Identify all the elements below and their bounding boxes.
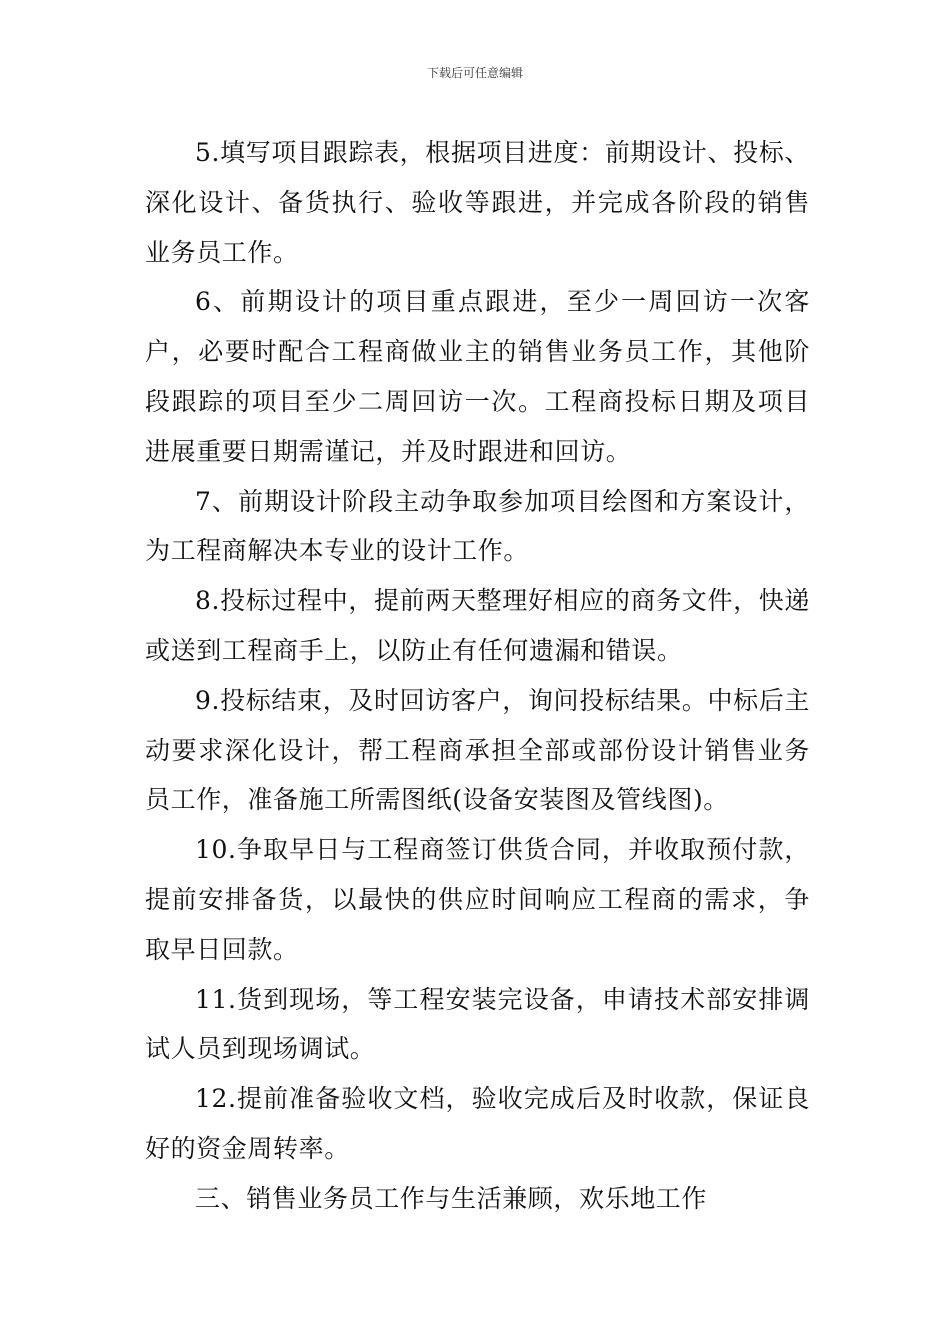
- paragraph-item-9: 9.投标结束，及时回访客户，询问投标结果。中标后主动要求深化设计，帮工程商承担全部或部份设计销售业务员工作，准备施工所需图纸(设备安装图及管线图)。: [145, 685, 810, 815]
- paragraph-item-11: 11.货到现场，等工程安装完设备，申请技术部安排调试人员到现场调试。: [145, 984, 810, 1064]
- paragraph-item-5: 5.填写项目跟踪表，根据项目进度：前期设计、投标、深化设计、备货执行、验收等跟进，并完成各阶段的销售业务员工作。: [145, 138, 810, 267]
- paragraph-item-6: 6、前期设计的项目重点跟进，至少一周回访一次客户，必要时配合工程商做业主的销售业务员工作，其他阶段跟踪的项目至少二周回访一次。工程商投标日期及项目进展重要日期需谨记，并及时跟进和回访。: [145, 287, 810, 466]
- page-header: 下载后可任意编辑: [426, 66, 523, 80]
- paragraph-item-12: 12.提前准备验收文档，验收完成后及时收款，保证良好的资金周转率。: [145, 1084, 810, 1163]
- paragraph-item-8: 8.投标过程中，提前两天整理好相应的商务文件，快递或送到工程商手上，以防止有任何遗漏和错误。: [145, 586, 810, 665]
- document-body: [145, 128, 810, 1224]
- paragraph-item-10: 10.争取早日与工程商签订供货合同，并收取预付款，提前安排备货，以最快的供应时间响应工程商的需求，争取早日回款。: [145, 835, 810, 964]
- paragraph-item-7: 7、前期设计阶段主动争取参加项目绘图和方案设计，为工程商解决本专业的设计工作。: [145, 486, 810, 566]
- section-heading: 三、销售业务员工作与生活兼顾，欢乐地工作: [195, 1183, 708, 1213]
